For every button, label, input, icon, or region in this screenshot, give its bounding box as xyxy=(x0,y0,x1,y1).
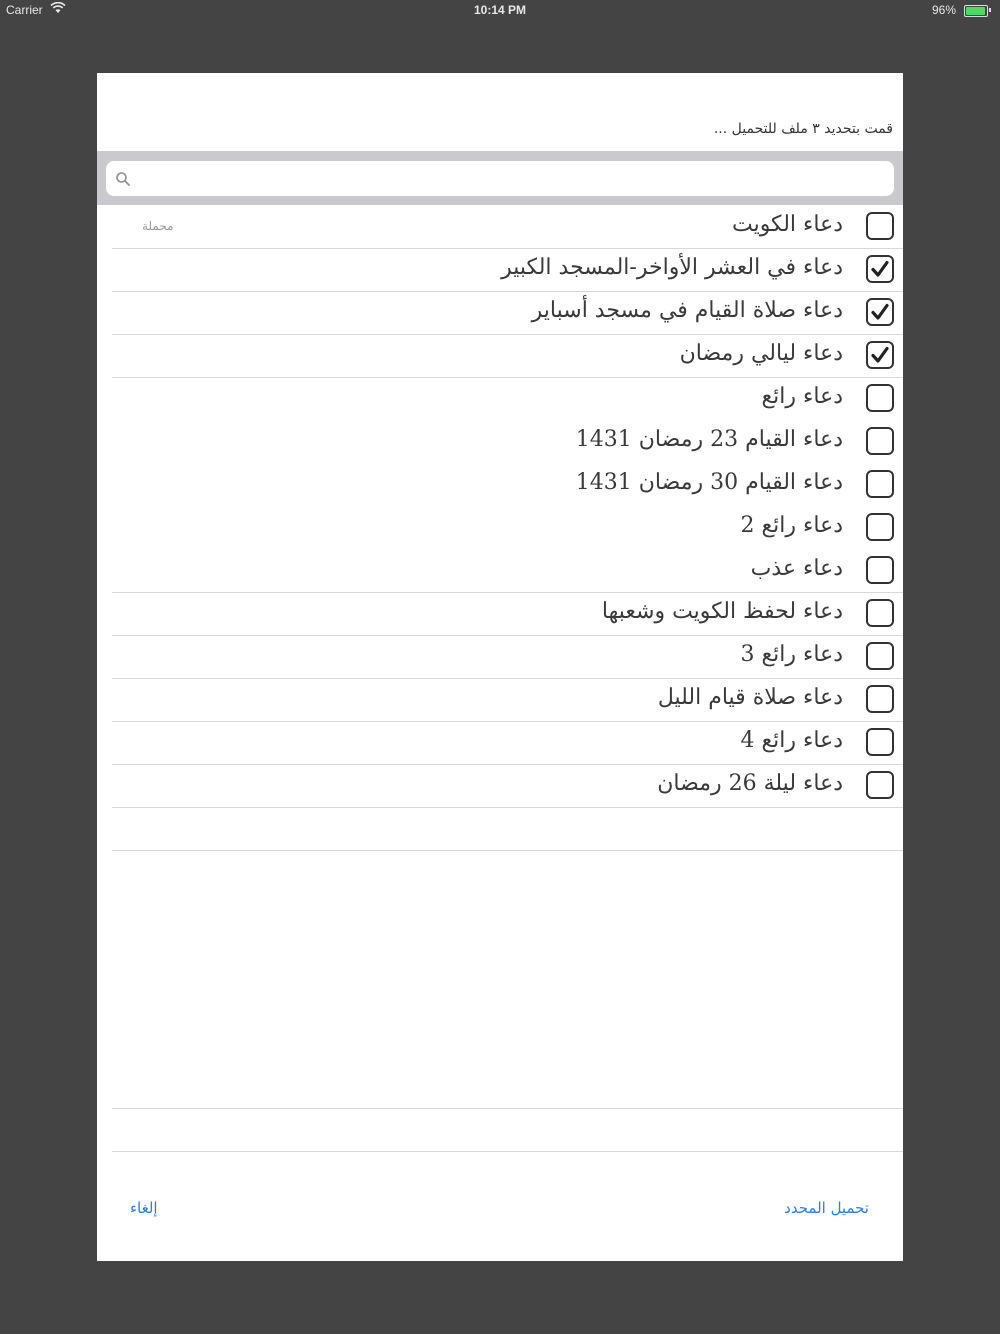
checkmark-icon xyxy=(870,259,890,279)
list-item[interactable] xyxy=(112,464,903,507)
list-item[interactable] xyxy=(112,507,903,550)
list-item[interactable] xyxy=(112,679,903,722)
list-item[interactable] xyxy=(112,636,903,679)
list-item-label: دعاء رائع 3 xyxy=(740,642,843,667)
list-item-label: دعاء صلاة القيام في مسجد أسباير xyxy=(531,298,843,323)
checkbox-checked[interactable] xyxy=(866,341,894,369)
clock: 10:14 PM xyxy=(473,3,527,17)
file-list xyxy=(97,206,903,851)
list-item[interactable] xyxy=(112,378,903,421)
divider xyxy=(112,1151,903,1152)
list-item-label: دعاء رائع xyxy=(761,384,843,409)
list-item-label: دعاء القيام 30 رمضان 1431 xyxy=(575,470,843,495)
checkbox-checked[interactable] xyxy=(866,255,894,283)
checkbox[interactable] xyxy=(866,728,894,756)
checkbox-checked[interactable] xyxy=(866,298,894,326)
search-bar xyxy=(97,151,903,205)
cancel-button[interactable]: إلغاء xyxy=(130,1199,158,1217)
list-item[interactable] xyxy=(112,292,903,335)
empty-row xyxy=(112,808,903,851)
download-selected-button[interactable]: تحميل المحدد xyxy=(784,1199,869,1217)
checkbox[interactable] xyxy=(866,384,894,412)
list-item-label: دعاء في العشر الأواخر-المسجد الكبير xyxy=(501,255,843,280)
carrier-label: Carrier xyxy=(6,3,43,17)
download-status-label: محملة xyxy=(142,219,174,233)
battery-percent: 96% xyxy=(931,3,956,17)
checkbox[interactable] xyxy=(866,427,894,455)
list-item-label: دعاء الكويت xyxy=(731,212,843,237)
list-item[interactable] xyxy=(112,550,903,593)
search-input[interactable] xyxy=(138,161,882,198)
battery-tip xyxy=(989,8,991,12)
checkbox[interactable] xyxy=(866,212,894,240)
list-item-label: دعاء صلاة قيام الليل xyxy=(657,685,843,710)
search-icon xyxy=(115,171,131,187)
list-item-label: دعاء رائع 2 xyxy=(740,513,843,538)
list-item-label: دعاء عذب xyxy=(750,556,843,581)
checkbox[interactable] xyxy=(866,599,894,627)
search-field[interactable] xyxy=(106,161,894,196)
list-item-label: دعاء ليالي رمضان xyxy=(679,341,843,366)
list-item-label: دعاء رائع 4 xyxy=(740,728,843,753)
list-item-label: دعاء لحفظ الكويت وشعبها xyxy=(601,599,843,624)
list-item[interactable] xyxy=(112,421,903,464)
battery-icon xyxy=(964,5,988,17)
status-bar xyxy=(0,0,1000,20)
list-item[interactable] xyxy=(112,335,903,378)
checkbox[interactable] xyxy=(866,642,894,670)
list-item[interactable] xyxy=(112,722,903,765)
checkmark-icon xyxy=(870,345,890,365)
list-item[interactable] xyxy=(112,593,903,636)
download-dialog xyxy=(97,73,903,1261)
list-item[interactable] xyxy=(112,765,903,808)
list-item[interactable] xyxy=(112,206,903,249)
list-item[interactable] xyxy=(112,249,903,292)
selection-count-label: قمت بتحديد ٣ ملف للتحميل ... xyxy=(713,121,893,137)
checkbox[interactable] xyxy=(866,771,894,799)
checkbox[interactable] xyxy=(866,470,894,498)
checkbox[interactable] xyxy=(866,556,894,584)
checkbox[interactable] xyxy=(866,685,894,713)
checkbox[interactable] xyxy=(866,513,894,541)
list-item-label: دعاء القيام 23 رمضان 1431 xyxy=(575,427,843,452)
divider xyxy=(112,1108,903,1109)
list-item-label: دعاء ليلة 26 رمضان xyxy=(657,771,843,796)
checkmark-icon xyxy=(870,302,890,322)
